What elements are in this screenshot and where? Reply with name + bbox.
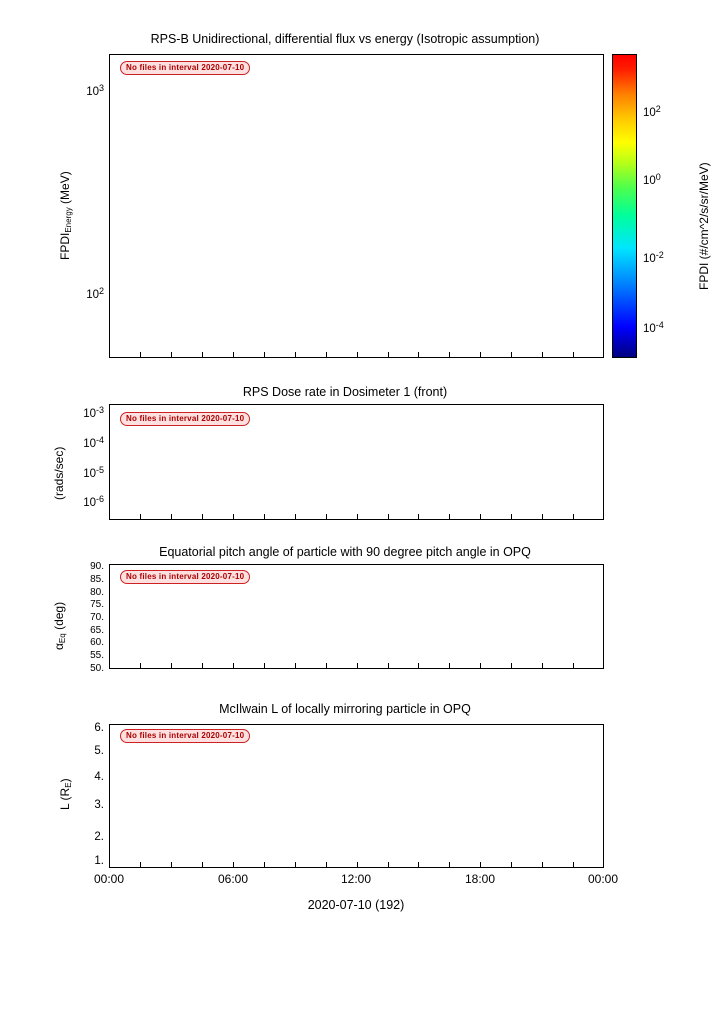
panel1-axes: [109, 54, 604, 358]
colorbar-tick: [643, 250, 664, 265]
panel1-xtick: [449, 352, 450, 358]
panel3-xtick: [295, 663, 296, 669]
panel2-xtick: [511, 514, 512, 520]
panel2-ytick-exp: -6: [95, 494, 104, 504]
panel4-xtick: [171, 862, 172, 868]
panel1-xtick: [171, 352, 172, 358]
colorbar-tick: [643, 104, 661, 119]
panel4-xtick: [449, 862, 450, 868]
colorbar-label: FPDI (#/cm^2/s/sr/MeV): [697, 162, 711, 290]
panel3-ytick: 80.: [90, 587, 104, 598]
panel3-xtick: [140, 663, 141, 669]
panel4-xtick: [264, 862, 265, 868]
panel1-ytick-exp: 3: [98, 83, 104, 93]
panel3-no-data-annotation: No files in interval 2020-07-10: [120, 570, 250, 584]
panel1-ytick-exp: 2: [98, 286, 104, 296]
panel3-ytick: 75.: [90, 599, 104, 610]
panel2-xtick: [233, 514, 234, 520]
panel4-xtick: [233, 862, 234, 868]
x-axis-tick-label: 00:00: [587, 872, 619, 886]
panel1-xtick: [233, 352, 234, 358]
colorbar-tick: [643, 320, 664, 335]
panel1-xtick: [140, 352, 141, 358]
panel2-xtick: [573, 514, 574, 520]
colorbar-tick-mantissa: 10: [643, 323, 656, 336]
panel4-ytick: 4.: [94, 771, 104, 783]
panel2-xtick: [357, 514, 358, 520]
panel1-xtick: [202, 352, 203, 358]
panel4-axes: [109, 724, 604, 868]
panel2-xtick: [326, 514, 327, 520]
panel1-ylabel: [58, 171, 73, 260]
panel4-xtick: [295, 862, 296, 868]
panel1-xtick: [418, 352, 419, 358]
panel3-xtick: [480, 663, 481, 669]
panel1-ylabel-sub: Energy: [64, 207, 73, 233]
colorbar-tick-exp: -2: [655, 250, 664, 260]
x-axis-tick-label: 06:00: [217, 872, 249, 886]
panel4-ylabel-units: ): [58, 778, 72, 783]
panel2-xtick: [418, 514, 419, 520]
x-axis-tick-label: 00:00: [93, 872, 125, 886]
panel3-ylabel-sub: Eq: [58, 633, 67, 644]
panel3-xtick: [233, 663, 234, 669]
panel1-xtick: [264, 352, 265, 358]
panel3-ylabel-units: (deg): [52, 601, 66, 634]
panel4-ytick: 5.: [94, 745, 104, 757]
panel4-xtick: [388, 862, 389, 868]
panel2-xtick: [109, 514, 110, 520]
panel4-no-data-annotation: No files in interval 2020-07-10: [120, 729, 250, 743]
panel1-no-data-annotation: No files in interval 2020-07-10: [120, 61, 250, 75]
panel2-ytick-mantissa: 10: [83, 497, 96, 510]
panel3-ytick: 90.: [90, 561, 104, 572]
x-axis-tick-label: 12:00: [340, 872, 372, 886]
panel3-title: Equatorial pitch angle of particle with 90 degree pitch angle in OPQ: [159, 545, 531, 559]
panel3-ytick: 85.: [90, 574, 104, 585]
panel4-xtick: [109, 862, 110, 868]
panel3-xtick: [542, 663, 543, 669]
panel4-ylabel-sub: E: [64, 782, 73, 788]
panel4-xtick: [511, 862, 512, 868]
panel3-xtick: [326, 663, 327, 669]
panel1-title: RPS-B Unidirectional, differential flux vs energy (Isotropic assumption): [150, 32, 540, 46]
panel4-xtick: [326, 862, 327, 868]
panel1-ylabel-main: FPDI: [58, 232, 72, 260]
panel3-xtick: [511, 663, 512, 669]
panel2-xtick: [171, 514, 172, 520]
panel2-xtick: [449, 514, 450, 520]
colorbar-tick-exp: 2: [655, 104, 661, 114]
panel1-xtick: [603, 352, 604, 358]
colorbar-tick-mantissa: 10: [643, 107, 656, 120]
panel1-xtick: [357, 352, 358, 358]
colorbar-tick-mantissa: 10: [643, 253, 656, 266]
panel2-ytick-exp: -3: [95, 405, 104, 415]
panel4-xtick: [357, 862, 358, 868]
panel2-xtick: [542, 514, 543, 520]
panel3-ylabel-main: α: [52, 643, 66, 650]
panel2-ytick: [54, 494, 104, 509]
colorbar-tick-mantissa: 10: [643, 175, 656, 188]
panel1-ytick-mantissa: 10: [86, 86, 99, 99]
panel2-ytick-exp: -4: [95, 435, 104, 445]
panel1-xtick: [295, 352, 296, 358]
panel2-xtick: [388, 514, 389, 520]
panel4-title: McIlwain L of locally mirroring particle in OPQ: [219, 702, 471, 716]
panel1-xtick: [480, 352, 481, 358]
panel4-ytick: 3.: [94, 799, 104, 811]
colorbar: [612, 54, 637, 358]
panel2-xtick: [140, 514, 141, 520]
panel4-xtick: [573, 862, 574, 868]
panel2-ytick-mantissa: 10: [83, 408, 96, 421]
panel1-ytick-1e3: [54, 83, 104, 98]
panel2-ytick: [54, 465, 104, 480]
panel2-ytick-exp: -5: [95, 465, 104, 475]
panel3-ytick: 50.: [90, 663, 104, 674]
x-axis-label: 2020-07-10 (192): [307, 898, 405, 912]
panel2-xtick: [480, 514, 481, 520]
panel3-xtick: [357, 663, 358, 669]
panel2-no-data-annotation: No files in interval 2020-07-10: [120, 412, 250, 426]
colorbar-tick-exp: 0: [655, 172, 661, 182]
panel1-xtick: [542, 352, 543, 358]
x-axis-tick-label: 18:00: [464, 872, 496, 886]
panel2-xtick: [603, 514, 604, 520]
panel3-xtick: [449, 663, 450, 669]
panel2-xtick: [295, 514, 296, 520]
panel4-ytick: 6.: [94, 722, 104, 734]
panel4-xtick: [480, 862, 481, 868]
panel1-xtick: [326, 352, 327, 358]
panel2-ytick: [54, 405, 104, 420]
panel1-xtick: [573, 352, 574, 358]
panel1-ytick-1e2: [54, 286, 104, 301]
panel4-xtick: [418, 862, 419, 868]
panel3-xtick: [171, 663, 172, 669]
panel3-xtick: [264, 663, 265, 669]
panel2-title: RPS Dose rate in Dosimeter 1 (front): [242, 385, 448, 399]
panel3-xtick: [202, 663, 203, 669]
panel3-ytick: 70.: [90, 612, 104, 623]
panel3-xtick: [573, 663, 574, 669]
panel2-xtick: [202, 514, 203, 520]
panel2-ytick-mantissa: 10: [83, 438, 96, 451]
panel4-ytick: 1.: [94, 855, 104, 867]
panel3-xtick: [603, 663, 604, 669]
panel3-xtick: [109, 663, 110, 669]
panel2-xtick: [264, 514, 265, 520]
panel4-ytick: 2.: [94, 831, 104, 843]
panel2-ytick-mantissa: 10: [83, 468, 96, 481]
panel1-xtick: [109, 352, 110, 358]
panel4-ylabel-main: L (R: [58, 787, 72, 810]
panel1-xtick: [388, 352, 389, 358]
panel2-ytick: [54, 435, 104, 450]
panel1-ytick-mantissa: 10: [86, 289, 99, 302]
panel3-xtick: [418, 663, 419, 669]
panel1-xtick: [511, 352, 512, 358]
panel4-xtick: [603, 862, 604, 868]
panel2-ylabel: (rads/sec): [52, 446, 66, 500]
panel4-xtick: [542, 862, 543, 868]
panel4-xtick: [202, 862, 203, 868]
panel3-ytick: 55.: [90, 650, 104, 661]
panel4-xtick: [140, 862, 141, 868]
panel3-xtick: [388, 663, 389, 669]
panel3-ytick: 60.: [90, 637, 104, 648]
colorbar-tick-exp: -4: [655, 320, 664, 330]
panel1-ylabel-units: (MeV): [58, 171, 72, 208]
panel3-ytick: 65.: [90, 625, 104, 636]
colorbar-tick: [643, 172, 661, 187]
